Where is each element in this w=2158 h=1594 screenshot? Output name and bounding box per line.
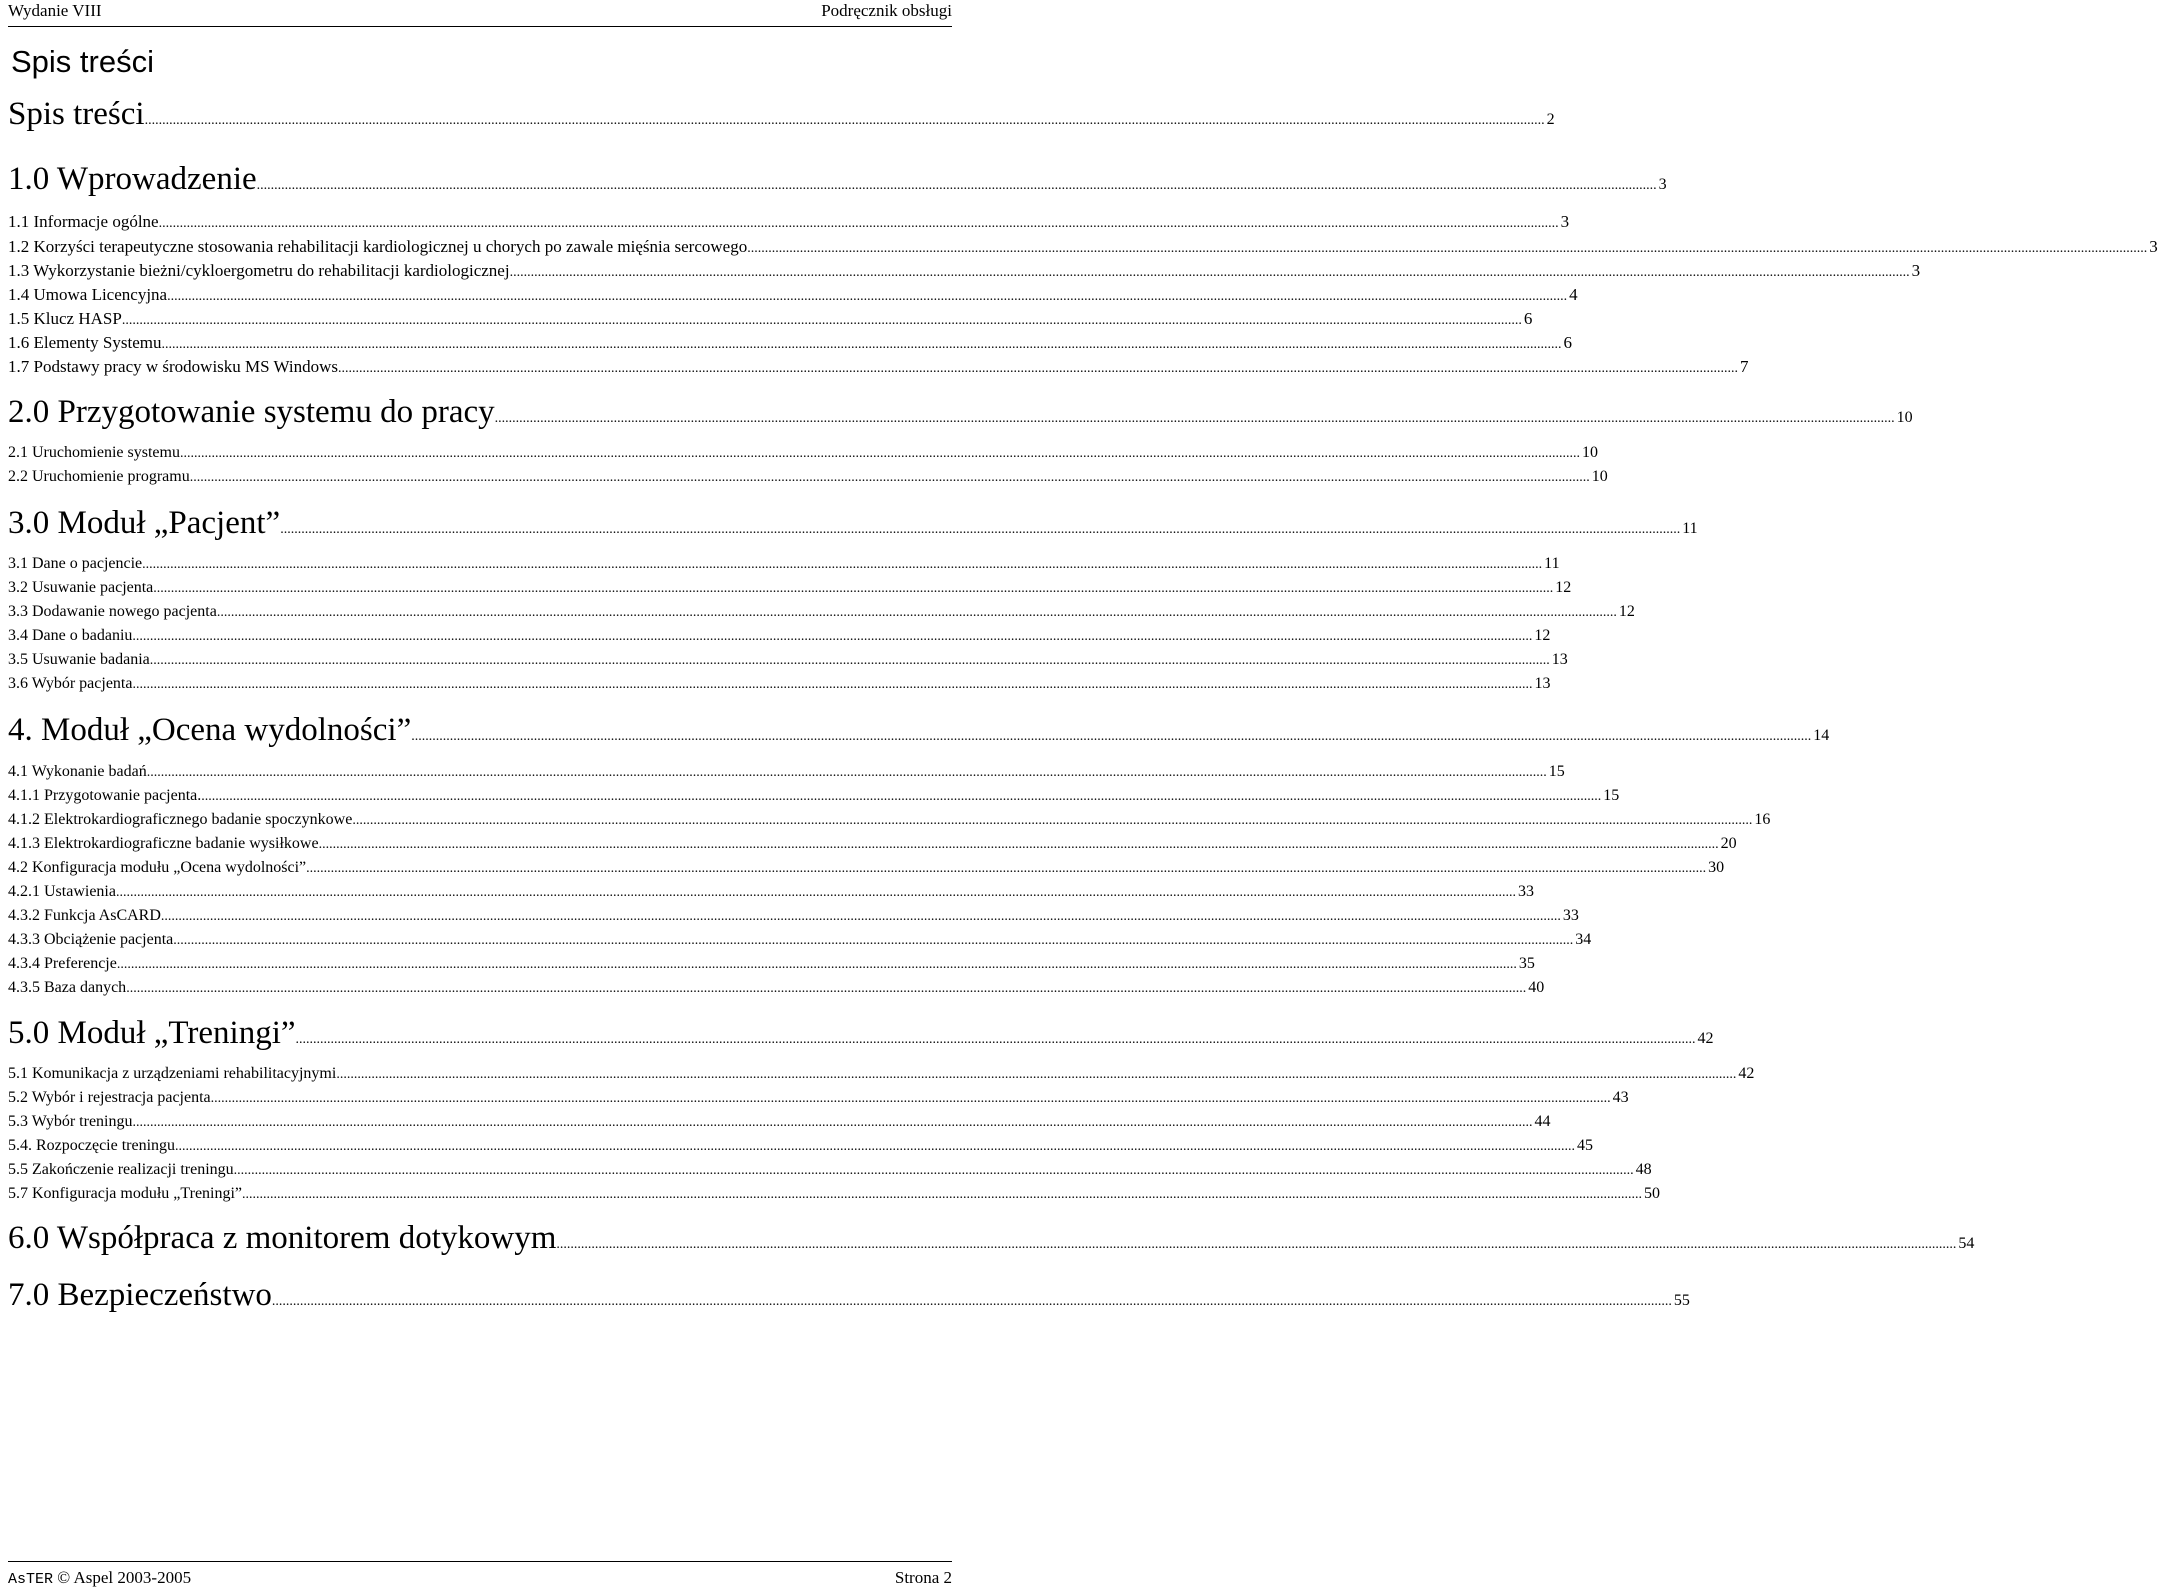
toc-section-entry[interactable]	[8, 835, 1737, 857]
toc-entry-title: 5.0 Moduł „Treningi”	[8, 1015, 296, 1051]
toc-leader-dots: ................................................................................................................................................................................................................................................................................................................................................................................................................	[233, 1163, 1634, 1178]
toc-entry-title: 3.0 Moduł „Pacjent”	[8, 505, 281, 541]
toc-entry-title: 1.0 Wprowadzenie	[8, 161, 257, 197]
toc-leader-dots: ................................................................................................................................................................................................................................................................................................................................................................................................................	[149, 653, 1550, 668]
toc-leader-dots: ................................................................................................................................................................................................................................................................................................................................................................................................................	[280, 522, 1681, 537]
toc-section-entry[interactable]	[8, 627, 1551, 649]
toc-leader-dots: ................................................................................................................................................................................................................................................................................................................................................................................................................	[146, 765, 1547, 780]
toc-leader-dots: ................................................................................................................................................................................................................................................................................................................................................................................................................	[179, 446, 1580, 461]
toc-entry-page: 33	[1517, 883, 1534, 900]
toc-leader-dots: ................................................................................................................................................................................................................................................................................................................................................................................................................	[271, 1294, 1672, 1309]
toc-entry-page: 6	[1563, 333, 1572, 352]
toc-entry-page: 6	[1523, 309, 1533, 328]
toc-entry-page: 3	[1658, 176, 1667, 193]
toc-section-entry[interactable]	[8, 444, 1598, 466]
toc-leader-dots: ................................................................................................................................................................................................................................................................................................................................................................................................................	[189, 470, 1590, 485]
toc-entry-title: 2.2 Uruchomienie programu	[8, 468, 190, 485]
toc-entry-page: 10	[1591, 468, 1608, 485]
toc-entry-title: 5.5 Zakończenie realizacji treningu	[8, 1161, 234, 1178]
toc-entry-title: 4.1.3 Elektrokardiograficzne badanie wysiłkowe	[8, 835, 319, 852]
toc-entry-title: 5.4. Rozpoczęcie treningu	[8, 1137, 176, 1154]
toc-chapter-entry[interactable]	[8, 161, 1667, 205]
toc-entry-page: 15	[1548, 763, 1565, 780]
toc-section-entry[interactable]	[8, 931, 1592, 953]
toc-entry-page: 44	[1534, 1113, 1551, 1130]
toc-entry-title: 4.1.2 Elektrokardiograficznego badanie spoczynkowe	[8, 811, 353, 828]
toc-entry-page: 12	[1555, 579, 1572, 596]
toc-section-entry[interactable]	[8, 1161, 1652, 1183]
toc-leader-dots: ................................................................................................................................................................................................................................................................................................................................................................................................................	[167, 289, 1568, 304]
toc-entry-title: 1.1 Informacje ogólne	[8, 212, 159, 231]
toc-section-entry[interactable]	[8, 555, 1560, 577]
toc-section-entry[interactable]	[8, 979, 1545, 1001]
toc-chapter-entry[interactable]	[8, 505, 1698, 549]
toc-section-entry[interactable]	[8, 468, 1608, 490]
toc-entry-title: 4.3.2 Funkcja AsCARD	[8, 907, 161, 924]
toc-leader-dots: ................................................................................................................................................................................................................................................................................................................................................................................................................	[126, 981, 1527, 996]
toc-section-entry[interactable]	[8, 237, 2158, 259]
toc-section-entry[interactable]	[8, 859, 1725, 881]
toc-entry-title: 1.5 Klucz HASP	[8, 309, 122, 328]
toc-section-entry[interactable]	[8, 1089, 1629, 1111]
toc-section-entry[interactable]	[8, 603, 1635, 625]
toc-chapter-entry[interactable]	[8, 1015, 1714, 1059]
toc-leader-dots: ................................................................................................................................................................................................................................................................................................................................................................................................................	[201, 789, 1602, 804]
toc-leader-dots: ................................................................................................................................................................................................................................................................................................................................................................................................................	[556, 1237, 1957, 1252]
toc-entry-page: 42	[1738, 1065, 1755, 1082]
toc-leader-dots: ................................................................................................................................................................................................................................................................................................................................................................................................................	[338, 361, 1739, 376]
page-header	[8, 0, 952, 27]
toc-entry-title: 1.7 Podstawy pracy w środowisku MS Windows	[8, 357, 339, 376]
toc-entry-page: 12	[1618, 603, 1635, 620]
toc-entry-page: 13	[1551, 651, 1568, 668]
toc-leader-dots: ................................................................................................................................................................................................................................................................................................................................................................................................................	[747, 241, 2148, 256]
toc-section-entry[interactable]	[8, 309, 1533, 331]
toc-leader-dots: ................................................................................................................................................................................................................................................................................................................................................................................................................	[142, 557, 1543, 572]
toc-entry-title: 4.3.4 Preferencje	[8, 955, 117, 972]
toc-leader-dots: ................................................................................................................................................................................................................................................................................................................................................................................................................	[132, 677, 1533, 692]
toc-section-entry[interactable]	[8, 357, 1749, 379]
toc-entry-page: 45	[1577, 1137, 1594, 1154]
toc-leader-dots: ................................................................................................................................................................................................................................................................................................................................................................................................................	[295, 1032, 1696, 1047]
toc-chapter-entry[interactable]	[8, 96, 1555, 140]
toc-leader-dots: ................................................................................................................................................................................................................................................................................................................................................................................................................	[144, 113, 1545, 128]
toc-entry-page: 12	[1534, 627, 1551, 644]
toc-entry-page: 15	[1603, 787, 1620, 804]
toc-section-entry[interactable]	[8, 1113, 1551, 1135]
toc-leader-dots: ................................................................................................................................................................................................................................................................................................................................................................................................................	[352, 813, 1753, 828]
toc-entry-page: 34	[1575, 931, 1592, 948]
toc-section-entry[interactable]	[8, 1137, 1594, 1159]
toc-entry-title: 1.2 Korzyści terapeutyczne stosowania rehabilitacji kardiologicznej u chorych po zawale mięśnia sercowego	[8, 237, 748, 256]
toc-entry-page: 3	[1911, 261, 1921, 280]
toc-leader-dots: ................................................................................................................................................................................................................................................................................................................................................................................................................	[210, 1091, 1611, 1106]
toc-entry-title: 5.1 Komunikacja z urządzeniami rehabilitacyjnymi	[8, 1065, 337, 1082]
toc-entry-page: 2	[1546, 111, 1555, 128]
toc-chapter-entry[interactable]	[8, 1220, 1975, 1264]
brand-name: AsTER	[8, 1571, 54, 1588]
toc-entry-title: 5.2 Wybór i rejestracja pacjenta	[8, 1089, 211, 1106]
manual-title: Podręcznik obsługi	[821, 1, 952, 20]
toc-entry-page: 33	[1562, 907, 1579, 924]
toc-leader-dots: ................................................................................................................................................................................................................................................................................................................................................................................................................	[115, 885, 1516, 900]
toc-entry-page: 54	[1958, 1235, 1975, 1252]
toc-leader-dots: ................................................................................................................................................................................................................................................................................................................................................................................................................	[116, 957, 1517, 972]
edition-label: Wydanie VIII	[8, 1, 102, 20]
toc-entry-title: 7.0 Bezpieczeństwo	[8, 1277, 272, 1313]
toc-entry-title: 4.2 Konfiguracja modułu „Ocena wydolności”	[8, 859, 307, 876]
toc-entry-page: 42	[1697, 1030, 1714, 1047]
toc-entry-page: 11	[1682, 520, 1698, 537]
toc-chapter-entry[interactable]	[8, 1277, 1690, 1321]
toc-section-entry[interactable]	[8, 651, 1568, 673]
toc-chapter-entry[interactable]	[8, 394, 1913, 438]
toc-section-entry[interactable]	[8, 763, 1565, 785]
toc-entry-page: 14	[1813, 727, 1830, 744]
page-footer	[8, 1561, 952, 1594]
toc-section-entry[interactable]	[8, 787, 1620, 809]
toc-entry-page: 7	[1740, 357, 1749, 376]
toc-entry-title: 2.1 Uruchomienie systemu	[8, 444, 180, 461]
toc-entry-title: 5.7 Konfiguracja modułu „Treningi”	[8, 1185, 243, 1202]
toc-leader-dots: ................................................................................................................................................................................................................................................................................................................................................................................................................	[509, 265, 1910, 280]
toc-entry-title: 6.0 Współpraca z monitorem dotykowym	[8, 1220, 557, 1256]
toc-entry-title: 3.2 Usuwanie pacjenta	[8, 579, 154, 596]
toc-leader-dots: ................................................................................................................................................................................................................................................................................................................................................................................................................	[318, 837, 1719, 852]
toc-leader-dots: ................................................................................................................................................................................................................................................................................................................................................................................................................	[153, 581, 1554, 596]
toc-leader-dots: ................................................................................................................................................................................................................................................................................................................................................................................................................	[158, 216, 1559, 231]
toc-entry-title: 2.0 Przygotowanie systemu do pracy	[8, 394, 495, 430]
toc-leader-dots: ................................................................................................................................................................................................................................................................................................................................................................................................................	[121, 313, 1522, 328]
toc-entry-page: 10	[1581, 444, 1598, 461]
toc-section-entry[interactable]	[8, 212, 1570, 234]
toc-section-entry[interactable]	[8, 261, 1921, 283]
toc-entry-title: 3.3 Dodawanie nowego pacjenta	[8, 603, 217, 620]
toc-leader-dots: ................................................................................................................................................................................................................................................................................................................................................................................................................	[173, 933, 1574, 948]
toc-entry-title: 1.6 Elementy Systemu	[8, 333, 162, 352]
toc-section-entry[interactable]	[8, 811, 1771, 833]
toc-entry-title: 4.1 Wykonanie badań	[8, 763, 147, 780]
toc-entry-title: 4.3.3 Obciążenie pacjenta	[8, 931, 174, 948]
toc-entry-page: 3	[2149, 237, 2158, 256]
toc-leader-dots: ................................................................................................................................................................................................................................................................................................................................................................................................................	[175, 1139, 1576, 1154]
toc-leader-dots: ................................................................................................................................................................................................................................................................................................................................................................................................................	[411, 729, 1812, 744]
footer-copyright	[8, 1568, 191, 1588]
toc-entry-title: 3.1 Dane o pacjencie	[8, 555, 143, 572]
toc-entry-title: 1.4 Umowa Licencyjna	[8, 285, 168, 304]
toc-leader-dots: ................................................................................................................................................................................................................................................................................................................................................................................................................	[336, 1067, 1737, 1082]
toc-entry-title: 1.3 Wykorzystanie bieżni/cykloergometru do rehabilitacji kardiologicznej	[8, 261, 510, 280]
toc-entry-page: 13	[1534, 675, 1551, 692]
toc-section-entry[interactable]	[8, 907, 1579, 929]
toc-leader-dots: ................................................................................................................................................................................................................................................................................................................................................................................................................	[256, 178, 1657, 193]
toc-leader-dots: ................................................................................................................................................................................................................................................................................................................................................................................................................	[161, 337, 1562, 352]
toc-entry-title: 4.3.5 Baza danych	[8, 979, 127, 996]
toc-entry-page: 43	[1612, 1089, 1629, 1106]
toc-entry-page: 30	[1708, 859, 1725, 876]
toc-leader-dots: ................................................................................................................................................................................................................................................................................................................................................................................................................	[306, 861, 1707, 876]
toc-entry-page: 35	[1518, 955, 1535, 972]
toc-entry-title: 4.1.1 Przygotowanie pacjenta.	[8, 787, 202, 804]
toc-entry-title: 3.5 Usuwanie badania	[8, 651, 150, 668]
toc-heading: Spis treści	[11, 44, 154, 79]
toc-leader-dots: ................................................................................................................................................................................................................................................................................................................................................................................................................	[216, 605, 1617, 620]
toc-entry-title: 3.6 Wybór pacjenta	[8, 675, 133, 692]
toc-leader-dots: ................................................................................................................................................................................................................................................................................................................................................................................................................	[242, 1187, 1643, 1202]
toc-leader-dots: ................................................................................................................................................................................................................................................................................................................................................................................................................	[132, 1115, 1533, 1130]
toc-entry-page: 11	[1544, 555, 1560, 572]
toc-entry-title: 5.3 Wybór treningu	[8, 1113, 133, 1130]
toc-leader-dots: ................................................................................................................................................................................................................................................................................................................................................................................................................	[132, 629, 1533, 644]
toc-entry-page: 48	[1635, 1161, 1652, 1178]
toc-entry-page: 55	[1673, 1292, 1690, 1309]
toc-section-entry[interactable]	[8, 955, 1535, 977]
toc-entry-page: 16	[1754, 811, 1771, 828]
toc-section-entry[interactable]	[8, 675, 1551, 697]
toc-entry-title: 4.2.1 Ustawienia	[8, 883, 116, 900]
toc-entry-page: 50	[1644, 1185, 1661, 1202]
toc-leader-dots: ................................................................................................................................................................................................................................................................................................................................................................................................................	[160, 909, 1561, 924]
toc-entry-title: 3.4 Dane o badaniu	[8, 627, 133, 644]
toc-entry-title: 4. Moduł „Ocena wydolności”	[8, 712, 412, 748]
toc-chapter-entry[interactable]	[8, 712, 1830, 756]
toc-entry-title: Spis treści	[8, 96, 145, 132]
toc-section-entry[interactable]	[8, 333, 1572, 355]
toc-section-entry[interactable]	[8, 883, 1534, 905]
toc-leader-dots: ................................................................................................................................................................................................................................................................................................................................................................................................................	[494, 411, 1895, 426]
toc-entry-page: 10	[1896, 409, 1913, 426]
toc-section-entry[interactable]	[8, 579, 1572, 601]
toc-entry-page: 4	[1569, 285, 1578, 304]
page-number: Strona 2	[894, 1568, 952, 1587]
toc-section-entry[interactable]	[8, 1065, 1755, 1087]
copyright-text: © Aspel 2003-2005	[57, 1568, 192, 1587]
toc-entry-page: 3	[1560, 212, 1570, 231]
toc-entry-page: 20	[1720, 835, 1737, 852]
toc-section-entry[interactable]	[8, 285, 1578, 307]
toc-section-entry[interactable]	[8, 1185, 1661, 1207]
toc-entry-page: 40	[1528, 979, 1545, 996]
